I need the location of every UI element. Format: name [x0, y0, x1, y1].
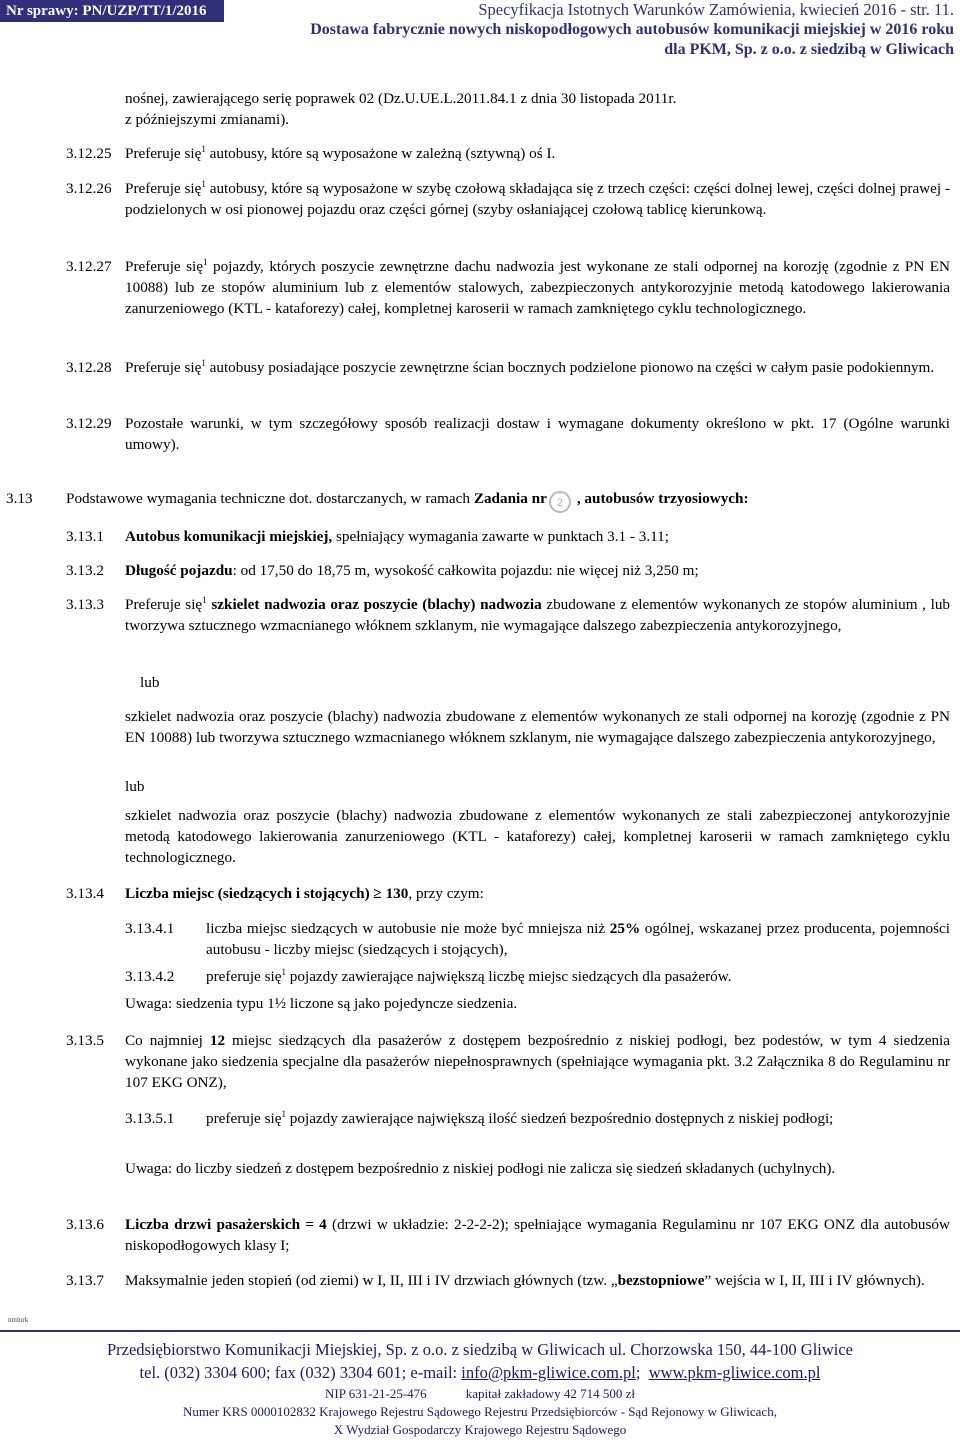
section-3-12-28: Preferuje się$^1$ autobusy posiadające poszycie zewnętrzne ścian bocznych podzielone pionowo na części w całym pasie podokiennym.: [125, 357, 935, 376]
alternative-separator: lub: [140, 674, 160, 691]
paragraph-continuation: [125, 88, 947, 130]
section-3-12-27: Preferuje się$^1$ pojazdy, których poszycie zewnętrzne dachu nadwozia jest wykonane ze stali odpornej na korozję (zgodnie z PN EN 10088) lub ze stopów aluminium lub z elementów stalowych, zabezpieczonych antykorozyjnie metodą katodowego lakierowania zanurzeniowego (KTL - kataforezy) całej, kompletnej karoserii w ramach zamkniętego cyklu technologicznego.: [125, 256, 951, 317]
footer-company: Przedsiębiorstwo Komunikacji Miejskiej, Sp. z o.o. z siedzibą w Gliwicach ul. Chorzowska 150, 44-100 Gliwice: [106, 1340, 854, 1359]
section-3-13-3: Preferuje się$^1$ szkielet nadwozia oraz poszycie (blachy) nadwozia zbudowane z elementów wykonanych ze stopów aluminium , lub tworzywa sztucznego wzmacnianego włóknem szklanym, nie wymagające dalszego zabezpieczenia antykorozyjnego,: [125, 594, 951, 634]
section-number: 3.13.2: [66, 562, 104, 579]
section-3-12-26: Preferuje się$^1$ autobusy, które są wyposażone w szybę czołową składająca się z trzech części: części dolnej lewej, części dolnej prawej -podzielonych w osi pionowej pojazdu oraz części górnej (szyby osłaniającej czołową tablicę kierunkową.: [125, 178, 951, 218]
margin-note: nmlnrk: [8, 1316, 29, 1324]
section-number: 3.13.3: [66, 596, 104, 613]
case-number: Nr sprawy: PN/UZP/TT/1/2016: [0, 0, 224, 22]
section-3-13-2: Długość pojazdu: od 17,50 do 18,75 m, wysokość całkowita pojazdu: nie więcej niż 3,250 m;: [125, 562, 699, 579]
alternative-separator: lub: [125, 778, 145, 795]
section-number: 3.13.4: [66, 885, 104, 902]
section-number: 3.13: [6, 490, 33, 507]
section-3-13-4-2: preferuje się$^1$ pojazdy zawierające największą liczbę miejsc siedzących dla pasażerów.: [206, 966, 732, 985]
alternative-2: szkielet nadwozia oraz poszycie (blachy) nadwozia zbudowane z elementów wykonanych ze stali zabezpieczonej antykorozyjnie metodą katodowego lakierowania zanurzeniowego (KTL - kataforezy) całej, kompletnej karoserii w ramach zamkniętego cyklu technologicznego.: [125, 807, 950, 866]
note: Uwaga: siedzenia typu 1½ liczone są jako pojedyncze siedzenia.: [125, 995, 518, 1012]
footer-court: X Wydział Gospodarczy Krajowego Rejestru Sądowego: [333, 1422, 627, 1437]
footer-contact: tel. (032) 3304 600; fax (032) 3304 601; e-mail: info@pkm-gliwice.com.pl; www.pkm-gliwice.com.pl: [139, 1363, 821, 1382]
footer-nip: NIP 631-21-25-476 kapitał zakładowy 42 714 500 zł: [324, 1386, 636, 1401]
section-number: 3.13.5: [66, 1032, 104, 1049]
footer-krs: Numer KRS 0000102832 Krajowego Rejestru Sądowego Rejestru Przedsiębiorców - Sąd Rejonowy w Gliwicach,: [183, 1404, 777, 1419]
section-3-13-4-1: liczba miejsc siedzących w autobusie nie może być mniejsza niż 25% ogólnej, wskazanej przez producenta, pojemności autobusu - liczby miejsc (siedzących i stojących),: [206, 920, 951, 958]
section-3-12-25: Preferuje się$^1$ autobusy, które są wyposażone w zależną (sztywną) oś I.: [125, 143, 556, 162]
section-3-13-5-1: preferuje się$^1$ pojazdy zawierające największą ilość siedzeń bezpośrednio dostępnych z niskiej podłogi;: [206, 1108, 834, 1127]
section-3-13-4: Liczba miejsc (siedzących i stojących) ≥ 130, przy czym:: [125, 885, 484, 902]
header-line-2: Dostawa fabrycznie nowych niskopodłogowych autobusów komunikacji miejskiej w 2016 roku: [310, 21, 954, 38]
section-number: 3.12.27: [66, 258, 112, 275]
section-3-13-1: Autobus komunikacji miejskiej, spełniający wymagania zawarte w punktach 3.1 - 3.11;: [125, 528, 669, 545]
text-line: nośnej, zawierającego serię poprawek 02 (Dz.U.UE.L.2011.84.1 z dnia 30 listopada 2011r.: [125, 90, 677, 107]
section-3-13-5: Co najmniej 12 miejsc siedzących dla pasażerów z dostępem bezpośrednio z niskiej podłogi, bez podestów, w tym 4 siedzenia wykonane jako siedzenia specjalne dla pasażerów niepełnosprawnych (spełniające wymagania pkt. 3.2 Załącznika 8 do Regulaminu nr 107 EKG ONZ),: [125, 1032, 950, 1091]
task-number-icon: 2: [549, 491, 571, 513]
page-header: [0, 0, 960, 60]
section-3-13: Podstawowe wymagania techniczne dot. dostarczanych, w ramach Zadania nr 2 , autobusów trzyosiowych:: [66, 488, 956, 513]
section-number: 3.13.5.1: [125, 1110, 175, 1127]
section-number: 3.12.25: [66, 145, 112, 162]
text-line: z późniejszymi zmianami).: [125, 111, 290, 128]
section-number: 3.12.26: [66, 180, 112, 197]
section-number: 3.13.4.2: [125, 968, 175, 985]
note: Uwaga: do liczby siedzeń z dostępem bezpośrednio z niskiej podłogi nie zalicza się siedzeń składanych (uchylnych).: [125, 1160, 836, 1177]
website-link[interactable]: www.pkm-gliwice.com.pl: [648, 1363, 821, 1382]
section-number: 3.12.29: [66, 415, 112, 432]
alternative-1: szkielet nadwozia oraz poszycie (blachy) nadwozia zbudowane z elementów wykonanych ze stali odpornej na korozję (zgodnie z PN EN 10088) lub tworzywa sztucznego wzmacnianego włóknem szklanym, nie wymagające dalszego zabezpieczenia antykorozyjnego,: [125, 708, 950, 746]
section-number: 3.12.28: [66, 359, 112, 376]
section-number: 3.13.6: [66, 1216, 104, 1233]
page-footer: [0, 1330, 960, 1437]
section-3-13-6: Liczba drzwi pasażerskich = 4 (drzwi w układzie: 2-2-2-2); spełniające wymagania Regulaminu nr 107 EKG ONZ dla autobusów niskopodłogowych klasy I;: [125, 1216, 950, 1254]
section-3-12-29: Pozostałe warunki, w tym szczegółowy sposób realizacji dostaw i wymagane dokumenty określono w pkt. 17 (Ogólne warunki umowy).: [125, 415, 950, 453]
section-number: 3.13.1: [66, 528, 104, 545]
header-info: [310, 0, 954, 60]
header-line-3: dla PKM, Sp. z o.o. z siedzibą w Gliwicach: [664, 41, 954, 58]
section-number: 3.13.4.1: [125, 920, 175, 937]
header-line-1: Specyfikacja Istotnych Warunków Zamówienia, kwiecień 2016 - str. 11.: [478, 0, 954, 19]
section-number: 3.13.7: [66, 1272, 104, 1289]
email-link[interactable]: info@pkm-gliwice.com.pl: [461, 1363, 636, 1382]
section-3-13-7: Maksymalnie jeden stopień (od ziemi) w I, II, III i IV drzwiach głównych (tzw. „bezstopniowe” wejścia w I, II, III i IV głównych).: [125, 1272, 925, 1289]
